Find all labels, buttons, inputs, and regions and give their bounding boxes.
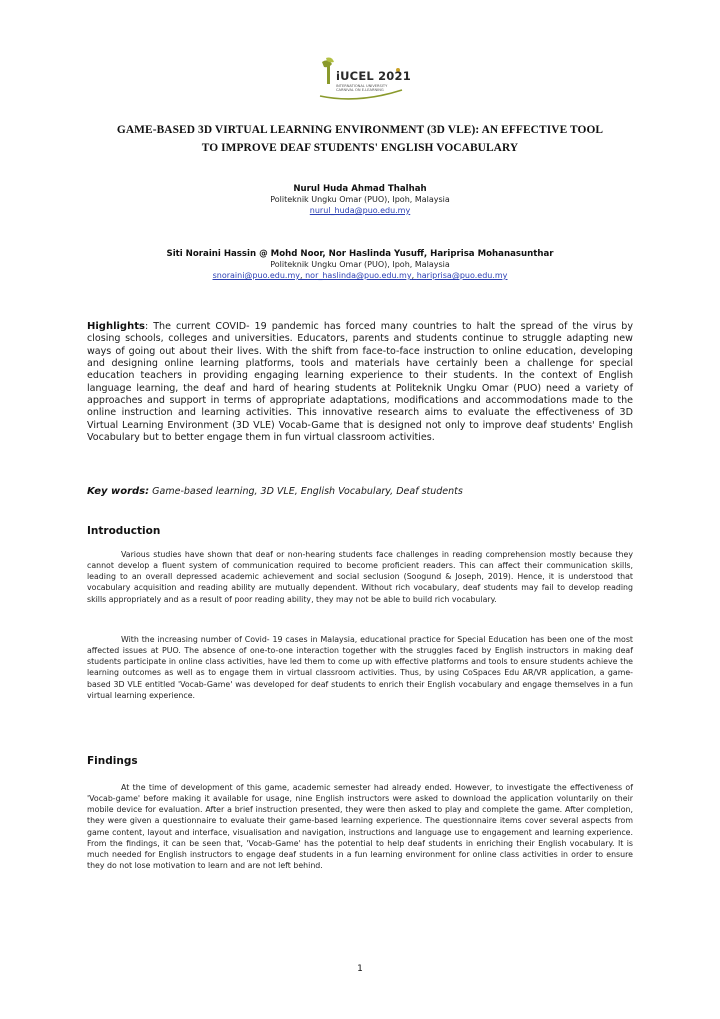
introduction-paragraph-1: Various studies have shown that deaf or non-hearing students face challenges in reading comprehension mostly because they cannot develop a fluent system of communication required to become proficient readers. This can affect their communication skills, leading to an overall depressed academic achievement and social seclusion (Soogund & Joseph, 2019). Hence, it is understood that vocabulary acquisition and reading ability are mutually dependent. Without rich vocabulary, deaf students may fail to develop reading skills appropriately and as a result of poor reading ability, they may not be able to build rich vocabulary. [87,550,633,604]
keywords-line [87,486,633,497]
logo-subtitle-line1: INTERNATIONAL UNIVERSITY [336,84,388,88]
author2-names: Siti Noraini Hassin @ Mohd Noor, Nor Haslinda Yusuff, Hariprisa Mohanasunthar [166,249,554,259]
findings-paragraph: At the time of development of this game, academic semester had already ended. However, to investigate the effectiveness of 'Vocab-game' before making it available for usage, nine English instructors were asked to download the application voluntarily on their mobile device for evaluation. After a brief instruction presented, they were then asked to play and complete the game. After completion, they were given a questionnaire to evaluate their game-based learning experience. The questionnaire items cover several aspects from game content, layout and interface, visualisation and navigation, instructions and language use to engagement and learning experience. From the findings, it can be seen that, 'Vocab-Game' has the potential to help deaf students in enriching their English vocabulary. It is much needed for English instructors to engage deaf students in a fun learning environment for online class activities in order to ensure they do not lose motivation to learn and are not left behind. [87,783,633,871]
email-separator: , [411,271,417,280]
page-number: 1 [357,964,363,974]
introduction-heading: Introduction [87,525,161,537]
author2-email-link-1[interactable]: snoraini@puo.edu.my [212,271,301,280]
author2-emails [60,271,660,280]
highlights-paragraph [87,321,633,444]
author1-affiliation: Politeknik Ungku Omar (PUO), Ipoh, Malaysia [270,195,450,204]
author2-email-link-2[interactable]: nor_haslinda@puo.edu.my [305,271,412,280]
keywords-text: Game-based learning, 3D VLE, English Vocabulary, Deaf students [152,486,463,497]
author-block-1 [60,184,660,215]
author1-name: Nurul Huda Ahmad Thalhah [293,184,427,194]
keywords-label: Key words: [87,486,150,497]
highlights-text: The current COVID- 19 pandemic has forced many countries to halt the spread of the virus by closing schools, colleges and universities. Educators, parents and students continue to struggle adapting new ways of going out about their lives. With the shift from face-to-face instruction to online education, developing and designing online learning platforms, tools and materials have certainly been a challenge for special education teachers in providing engaging learning experience to their students. In the context of English language learning, the deaf and hard of hearing students at Politeknik Ungku Omar (PUO) need a variety of approaches and support in terms of appropriate adaptations, modifications and accommodations made to the online instruction and learning activities. This innovative research aims to evaluate the effectiveness of 3D Virtual Learning Environment (3D VLE) Vocab-Game that is designed not only to improve deaf students' English Vocabulary but to better engage them in fun virtual classroom activities. [87,321,633,444]
highlights-colon: : [144,321,154,332]
conference-logo [318,56,411,102]
highlights-label: Highlights [87,321,145,332]
logo-wordmark: iUCEL 2021 [336,69,411,83]
author-block-2 [60,249,660,280]
author2-affiliation: Politeknik Ungku Omar (PUO), Ipoh, Malaysia [270,260,450,269]
paper-title-line1: GAME-BASED 3D VIRTUAL LEARNING ENVIRONMENT (3D VLE): AN EFFECTIVE TOOL [116,124,604,136]
findings-heading: Findings [87,755,138,767]
logo-subtitle-line2: CARNIVAL ON E-LEARNING [336,88,384,93]
logo-subtitle [336,84,387,93]
email-separator: , [300,271,306,280]
introduction-paragraph-2: With the increasing number of Covid- 19 cases in Malaysia, educational practice for Special Education has been one of the most affected issues at PUO. The absence of one-to-one interaction together with the struggles faced by English instructors in making deaf students participate in online class activities, have led them to come up with effective platforms and tools to ensure students achieve the learning outcomes as well as to engage them in virtual classroom activities. Thus, by using CoSpaces Edu AR/VR application, a game-based 3D VLE entitled 'Vocab-Game' was developed for deaf students to enrich their English vocabulary and engage themselves in a fun virtual learning experience. [87,635,633,700]
author1-email-link[interactable]: nurul_huda@puo.edu.my [309,206,411,215]
author2-email-link-3[interactable]: hariprisa@puo.edu.my [416,271,508,280]
paper-title-line2: TO IMPROVE DEAF STUDENTS' ENGLISH VOCABULARY [201,142,519,154]
